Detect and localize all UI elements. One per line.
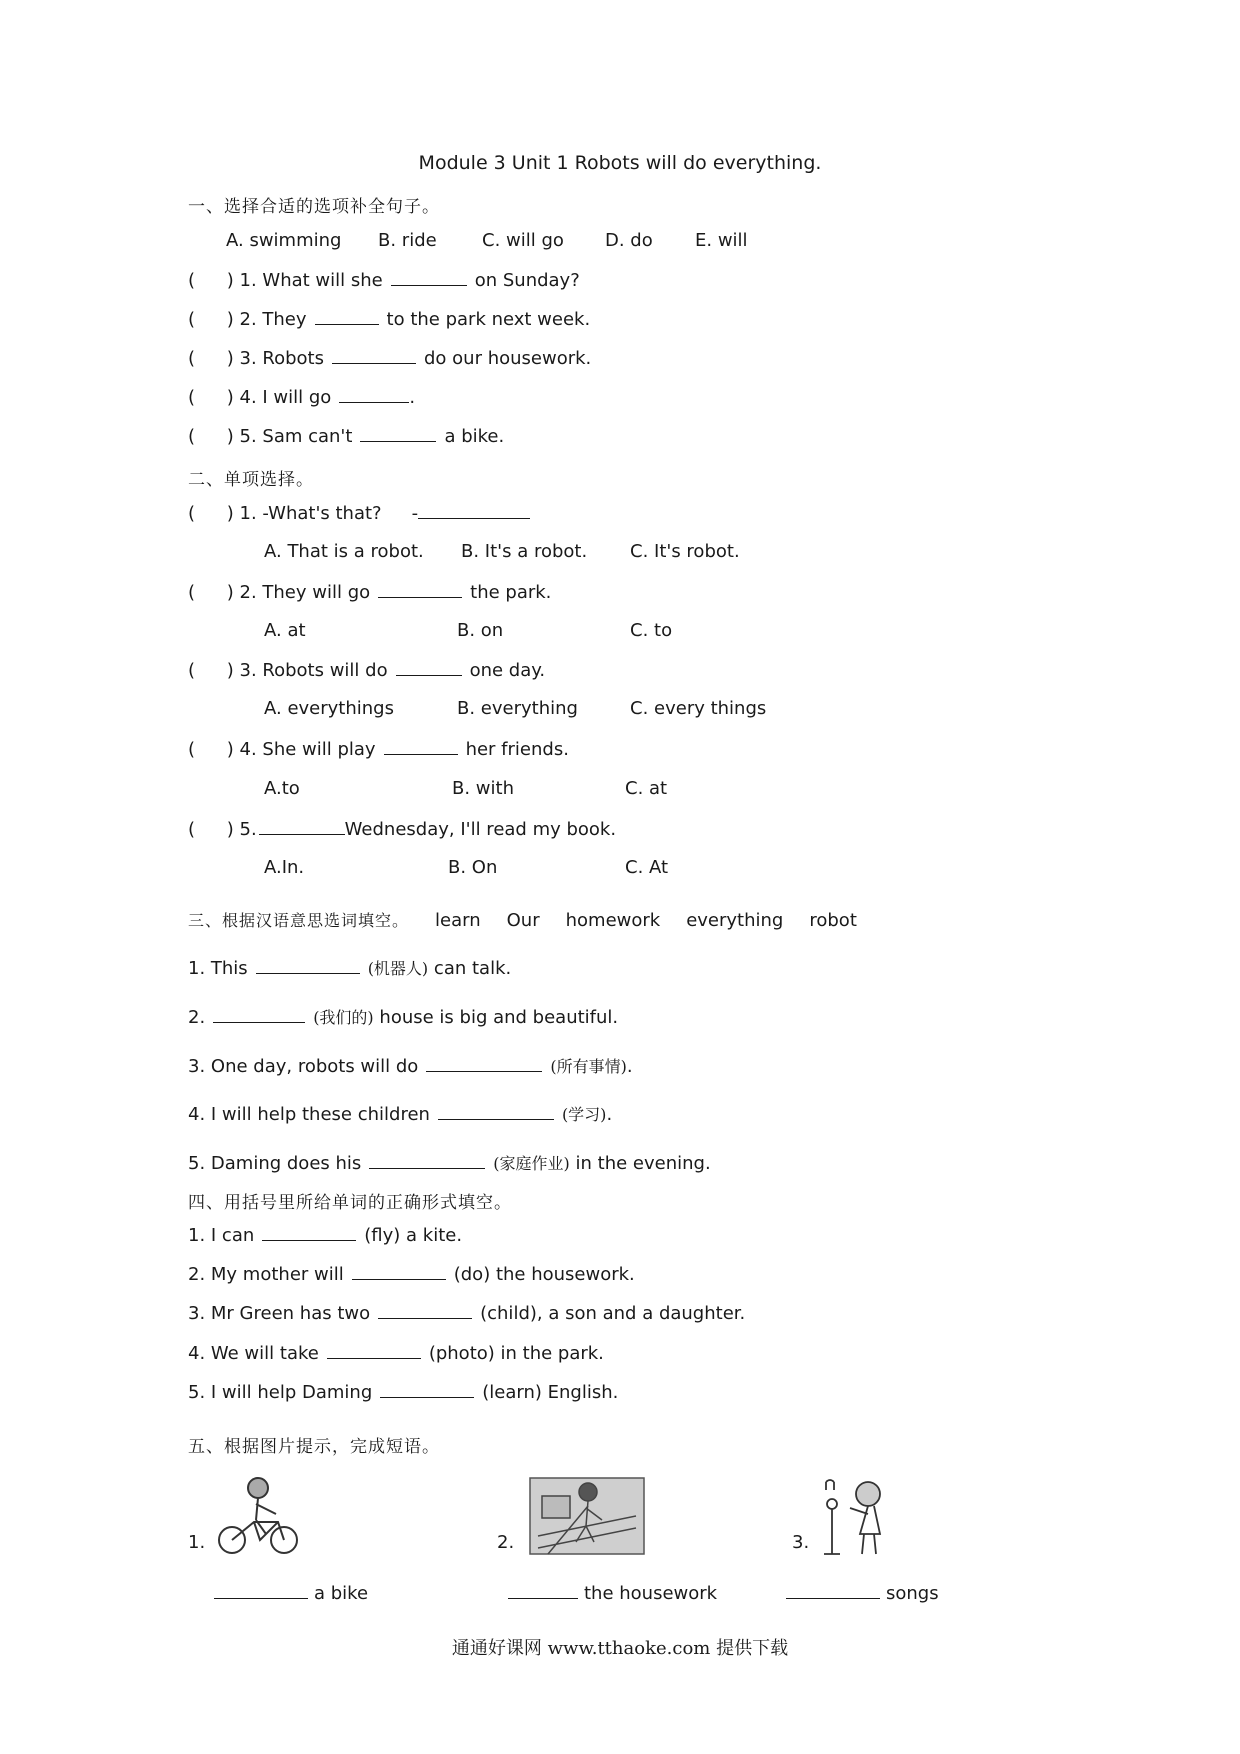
s1-question: ( ) 5. Sam can't a bike. (188, 426, 505, 447)
boy-riding-bike-icon (214, 1474, 304, 1560)
s5-phrase: the housework (508, 1582, 717, 1604)
answer-blank[interactable] (315, 308, 379, 325)
word-bank-item: robot (809, 910, 857, 931)
s2-choice-a: A.In. (264, 857, 305, 878)
answer-blank[interactable] (327, 1342, 421, 1359)
answer-blank[interactable] (339, 386, 409, 403)
section3-heading: 三、根据汉语意思选词填空。 (188, 911, 410, 930)
s3-question: 1. This (机器人) can talk. (188, 958, 512, 979)
s2-question: ( ) 3. Robots will do one day. (188, 660, 546, 681)
s3-question: 2. (我们的) house is big and beautiful. (188, 1007, 619, 1028)
section4-heading: 四、用括号里所给单词的正确形式填空。 (188, 1193, 512, 1213)
s1-option: D. do (605, 230, 653, 251)
s1-option: C. will go (482, 230, 564, 251)
s2-choice-b: B. On (448, 857, 498, 878)
s2-choice-a: A.to (264, 778, 300, 799)
s1-option: E. will (695, 230, 748, 251)
answer-blank[interactable] (332, 347, 416, 364)
s3-question: 4. I will help these children (学习). (188, 1104, 613, 1125)
s2-question: ( ) 5. Wednesday, I'll read my book. (188, 819, 617, 840)
s2-choice-c: C. every things (630, 698, 767, 719)
s2-choice-b: B. on (457, 620, 504, 641)
answer-blank[interactable] (418, 502, 530, 519)
s4-question: 5. I will help Daming (learn) English. (188, 1382, 619, 1403)
s2-question: ( ) 2. They will go the park. (188, 582, 552, 603)
answer-blank[interactable] (213, 1006, 305, 1023)
answer-blank[interactable] (256, 957, 360, 974)
s2-choice-c: C. at (625, 778, 668, 799)
s2-choice-b: B. It's a robot. (461, 541, 588, 562)
s2-question: ( ) 1. -What's that? - (188, 502, 538, 524)
s2-choice-a: A. That is a robot. (264, 541, 424, 562)
s2-choice-b: B. everything (457, 698, 578, 719)
word-bank-item: everything (686, 910, 784, 931)
answer-blank[interactable] (426, 1055, 542, 1072)
s2-choice-a: A. at (264, 620, 306, 641)
answer-blank[interactable] (352, 1263, 446, 1280)
answer-blank[interactable] (508, 1582, 578, 1599)
s1-question: ( ) 1. What will she on Sunday? (188, 270, 580, 291)
section1-heading: 一、选择合适的选项补全句子。 (188, 197, 440, 217)
section5-heading: 五、根据图片提示，完成短语。 (188, 1437, 440, 1457)
answer-blank[interactable] (391, 269, 467, 286)
answer-blank[interactable] (214, 1582, 308, 1599)
s2-choice-c: C. At (625, 857, 669, 878)
answer-blank[interactable] (378, 581, 462, 598)
answer-blank[interactable] (438, 1103, 554, 1120)
picture-number: 1. (188, 1532, 206, 1553)
s4-question: 3. Mr Green has two (child), a son and a daughter. (188, 1303, 746, 1324)
girl-doing-housework-icon (528, 1476, 646, 1556)
s3-question: 5. Daming does his (家庭作业) in the evening. (188, 1153, 711, 1174)
s3-question: 3. One day, robots will do (所有事情). (188, 1056, 633, 1077)
picture-number: 2. (497, 1532, 515, 1553)
s1-question: ( ) 2. They to the park next week. (188, 309, 591, 330)
answer-blank[interactable] (378, 1302, 472, 1319)
answer-blank[interactable] (396, 659, 462, 676)
s2-choice-c: C. It's robot. (630, 541, 740, 562)
footer-credit: 通通好课网 www.tthaoke.com 提供下载 (451, 1638, 789, 1659)
answer-blank[interactable] (384, 738, 458, 755)
s2-question: ( ) 4. She will play her friends. (188, 739, 569, 760)
s1-option: B. ride (378, 230, 437, 251)
word-bank-item: learn (435, 910, 481, 931)
s1-option: A. swimming (226, 230, 342, 251)
picture-number: 3. (792, 1532, 810, 1553)
word-bank-item: Our (506, 910, 540, 931)
section3-heading-row (188, 908, 857, 931)
answer-blank[interactable] (360, 425, 436, 442)
s1-question: ( ) 3. Robots do our housework. (188, 348, 592, 369)
page-title: Module 3 Unit 1 Robots will do everything. (418, 152, 822, 174)
section2-heading: 二、单项选择。 (188, 470, 314, 490)
answer-blank[interactable] (259, 818, 345, 835)
word-bank-item: homework (565, 910, 661, 931)
s4-question: 2. My mother will (do) the housework. (188, 1264, 635, 1285)
s2-choice-b: B. with (452, 778, 514, 799)
s2-choice-a: A. everythings (264, 698, 394, 719)
answer-blank[interactable] (369, 1152, 485, 1169)
answer-blank[interactable] (262, 1224, 356, 1241)
s2-choice-c: C. to (630, 620, 673, 641)
girl-singing-icon (820, 1474, 900, 1558)
answer-blank[interactable] (786, 1582, 880, 1599)
s5-phrase: songs (786, 1582, 939, 1604)
answer-blank[interactable] (380, 1381, 474, 1398)
s1-question: ( ) 4. I will go . (188, 387, 416, 408)
s5-phrase: a bike (214, 1582, 368, 1604)
s4-question: 1. I can (fly) a kite. (188, 1225, 463, 1246)
s4-question: 4. We will take (photo) in the park. (188, 1343, 604, 1364)
